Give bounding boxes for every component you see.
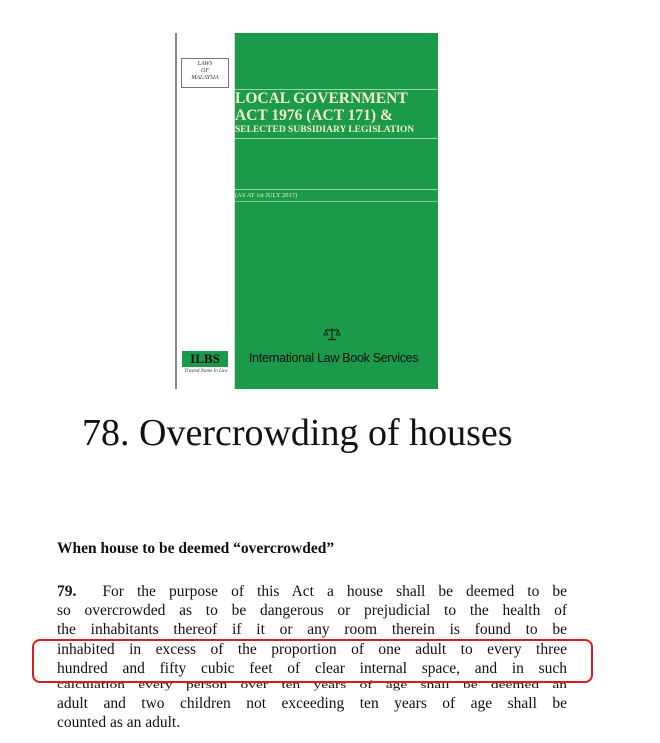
cover-as-at-date: (AS AT 1st JULY 2017) xyxy=(234,189,438,199)
series-label-line: OF xyxy=(201,68,209,74)
cover-title-block xyxy=(234,89,438,139)
statute-line-text: For the purpose of this Act a house shall be deemed to be xyxy=(102,583,567,600)
cover-title-line: LOCAL GOVERNMENT xyxy=(235,90,408,107)
statute-line: counted as an adult. xyxy=(57,714,181,732)
series-label-box xyxy=(181,58,229,88)
statute-line: calculation every person over ten years of age shall be deemed an xyxy=(57,678,567,691)
statute-line: hundred and fifty cubic feet of clear internal space, and in such xyxy=(57,659,567,677)
statute-line: inhabited in excess of the proportion of one adult to every three xyxy=(57,640,567,658)
statute-line: the inhabitants thereof if it or any room therein is found to be xyxy=(57,621,567,639)
statute-line: adult and two children not exceeding ten years of age shall be xyxy=(57,695,567,713)
book-cover xyxy=(175,33,438,389)
scales-of-justice-icon xyxy=(323,327,341,341)
statute-subheading: When house to be deemed “overcrowded” xyxy=(57,540,335,557)
cover-spine-edge xyxy=(175,33,177,389)
series-label-line: LAWS xyxy=(197,61,213,67)
series-label-line: MALAYSIA xyxy=(191,75,219,81)
ilbs-logo-badge: ILBS xyxy=(182,351,228,367)
publisher-name: International Law Book Services xyxy=(249,351,419,365)
cover-subtitle: SELECTED SUBSIDIARY LEGISLATION xyxy=(234,124,438,139)
statute-paragraph xyxy=(57,582,567,732)
section-number: 79. xyxy=(57,583,77,600)
section-heading: 78. Overcrowding of houses xyxy=(82,412,513,454)
cover-left-strip xyxy=(175,33,235,389)
publisher-tagline: Trusted Name In Law xyxy=(184,369,228,374)
cover-divider xyxy=(234,201,438,202)
statute-line xyxy=(57,582,567,601)
cover-title-line: ACT 1976 (ACT 171) & xyxy=(235,107,393,124)
statute-line: so overcrowded as to be dangerous or prejudicial to the health of xyxy=(57,602,567,620)
